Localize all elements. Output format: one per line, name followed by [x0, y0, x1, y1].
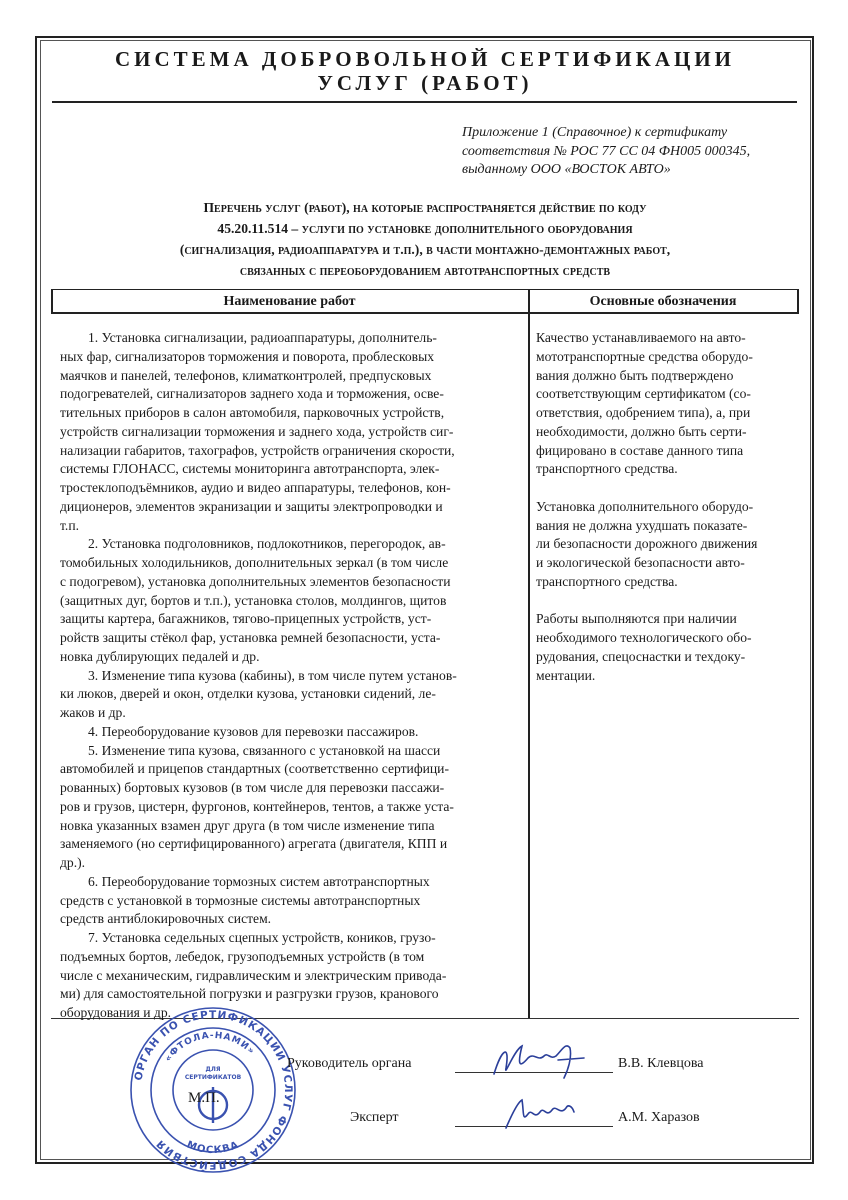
work-line: 5. Изменение типа кузова, связанного с установкой на шасси: [88, 742, 441, 758]
work-line: подъемных бортов, лебедок, грузоподъемных устройств (в том: [60, 948, 425, 964]
system-title-line2: УСЛУГ (РАБОТ): [317, 71, 533, 95]
note-line: Работы выполняются при наличии: [536, 611, 737, 627]
work-line: автомобилей и прицепов стандартных (соответственно сертифици-: [60, 761, 449, 777]
work-item-2: [60, 535, 520, 666]
seal-inner-mid-text: СЕРТИФИКАТОВ: [184, 1074, 242, 1081]
note-line: и экологической безопасности авто-: [536, 555, 745, 570]
expert-signature-icon: [498, 1094, 578, 1134]
note-line: соответствующим сертификатом (со-: [536, 386, 751, 402]
work-line: рованных) бортовых кузовов (в том числе для перевозки пассажи-: [60, 780, 445, 795]
note-item-1: [536, 329, 794, 479]
work-line: ных фар, сигнализаторов торможения и поворота, проблесковых: [60, 348, 434, 364]
note-item-2: [536, 498, 794, 592]
expert-name: А.М. Харазов: [618, 1110, 700, 1125]
seal-outer-text: ОРГАН ПО СЕРТИФИКАЦИИ УСЛУГ ФОНДА СОДЕЙСТВИЯ: [132, 1008, 295, 1172]
expert-role-label: Эксперт: [350, 1110, 399, 1125]
heading-line: 45.20.11.514 – услуги по установке дополнительного оборудования: [217, 221, 633, 236]
note-line: ответствия, одобрением типа), а, при: [536, 405, 751, 420]
work-line: тительных приборов в салон автомобиля, парковочных устройств,: [60, 405, 445, 420]
head-name: В.В. Клевцова: [618, 1056, 704, 1071]
work-line: 1. Установка сигнализации, радиоаппаратуры, дополнитель-: [88, 330, 437, 345]
note-line: транспортного средства.: [536, 461, 678, 477]
note-line: необходимости, должно быть серти-: [536, 423, 747, 439]
work-line: защиты картера, багажников, тягово-прицепных устройств, уст-: [60, 611, 432, 627]
stamp-place-mark: М.П.: [188, 1090, 220, 1106]
note-line: необходимого технологического обо-: [536, 630, 752, 645]
work-line: подогревателей, сигнализаторов заднего хода и торможения, осве-: [60, 386, 444, 402]
seal-city-text: МОСКВА: [185, 1139, 241, 1157]
work-line: оборудования и др.: [60, 1005, 172, 1020]
note-line: Установка дополнительного оборудо-: [536, 498, 754, 514]
note-line: вания не должна ухудшать показате-: [536, 517, 748, 533]
seal-middle-text: «ФТОЛА-НАМИ»: [163, 1030, 257, 1064]
work-line: 7. Установка седельных сцепных устройств, коников, грузо-: [88, 930, 436, 945]
table-column-divider: [528, 289, 530, 1019]
work-line: 2. Установка подголовников, подлокотников, перегородок, ав-: [88, 536, 446, 552]
table-header-divider: [51, 312, 799, 314]
work-item-1: [60, 329, 520, 535]
work-line: 4. Переоборудование кузовов для перевозки пассажиров.: [88, 723, 419, 739]
works-list: [60, 329, 520, 1023]
work-item-5: [60, 742, 520, 873]
work-line: жаков и др.: [60, 705, 126, 720]
work-line: заменяемого (но сертифицированного) агрегата (двигателя, КПП и: [60, 836, 448, 852]
head-role-label: Руководитель органа: [287, 1056, 412, 1071]
appendix-note: [462, 124, 802, 180]
work-line: ройств защиты стёкол фар, установка ремней безопасности, уста-: [60, 630, 441, 645]
note-item-3: [536, 610, 794, 685]
work-item-6: [60, 873, 520, 929]
appendix-line: Приложение 1 (Справочное) к сертификату: [462, 125, 728, 140]
work-line: ми) для самостоятельной погрузки и разгрузки грузов, кранового: [60, 986, 439, 1002]
heading-line: Перечень услуг (работ), на которые распространяется действие по коду: [203, 200, 647, 215]
heading-line: связанных с переоборудованием автотранспортных средств: [239, 263, 611, 278]
work-line: числе с механическим, гидравлическим и электрическим привода-: [60, 967, 447, 983]
note-line: фицировано в составе данного типа: [536, 442, 744, 458]
list-heading: [60, 197, 790, 281]
work-item-4: [60, 723, 520, 742]
note-line: ли безопасности дорожного движения: [536, 536, 758, 552]
heading-line: (сигнализация, радиоаппаратура и т.п.), в части монтажно-демонтажных работ,: [179, 242, 671, 257]
notes-list: [536, 329, 794, 704]
note-line: транспортного средства.: [536, 573, 678, 589]
work-line: (защитных дуг, бортов и т.п.), установка столов, молдингов, щитов: [60, 592, 447, 608]
note-line: мототранспортные средства оборудо-: [536, 348, 753, 364]
note-line: рудования, спецоснастки и техдоку-: [536, 648, 746, 664]
note-line: Качество устанавливаемого на авто-: [536, 330, 746, 345]
work-line: средств антиблокировочных систем.: [60, 911, 272, 927]
work-line: устройств сигнализации торможения и заднего хода, устройств сиг-: [60, 423, 454, 439]
title-divider: [52, 101, 797, 103]
work-line: системы ГЛОНАСС, системы мониторинга автотранспорта, элек-: [60, 461, 440, 477]
head-signature-icon: [488, 1038, 588, 1084]
work-line: томобильных холодильников, дополнительных зеркал (в том числе: [60, 555, 449, 570]
work-line: новка дублирующих педалей и др.: [60, 648, 260, 664]
work-line: средств с установкой в тормозные системы автотранспортных: [60, 892, 421, 908]
work-line: ров и грузов, цистерн, фургонов, контейнеров, тентов, а также уста-: [60, 798, 454, 814]
appendix-line: выданному ООО «ВОСТОК АВТО»: [462, 162, 671, 177]
work-line: др.).: [60, 855, 86, 870]
seal-inner-top-text: ДЛЯ: [205, 1066, 221, 1073]
work-line: тростеклоподъёмников, аудио и видео аппаратуры, телефонов, кон-: [60, 480, 451, 495]
work-line: 6. Переоборудование тормозных систем автотранспортных: [88, 873, 430, 889]
work-line: нализации габаритов, тахографов, устройств ограничения скорости,: [60, 442, 455, 458]
work-item-3: [60, 667, 520, 723]
work-line: маячков и панелей, телефонов, климатконтролей, предпусковых: [60, 367, 432, 383]
appendix-line: соответствия № РОС 77 СС 04 ФН005 000345,: [462, 143, 751, 159]
column-header-works: Наименование работ: [223, 294, 356, 309]
work-line: ки люков, дверей и окон, отделки кузова, установки сидений, ле-: [60, 686, 436, 702]
work-line: т.п.: [60, 517, 79, 533]
work-line: новка указанных взамен друг друга (в том числе изменение типа: [60, 817, 435, 833]
work-line: диционеров, элементов экранизации и защиты электропроводки и: [60, 498, 443, 514]
note-line: вания должно быть подтверждено: [536, 367, 734, 383]
column-header-notes: Основные обозначения: [589, 294, 737, 309]
work-line: 3. Изменение типа кузова (кабины), в том числе путем установ-: [88, 667, 457, 683]
note-line: ментации.: [536, 667, 596, 683]
work-line: с подогревом), установка дополнительных элементов безопасности: [60, 573, 451, 589]
system-title-line1: СИСТЕМА ДОБРОВОЛЬНОЙ СЕРТИФИКАЦИИ: [114, 47, 736, 71]
